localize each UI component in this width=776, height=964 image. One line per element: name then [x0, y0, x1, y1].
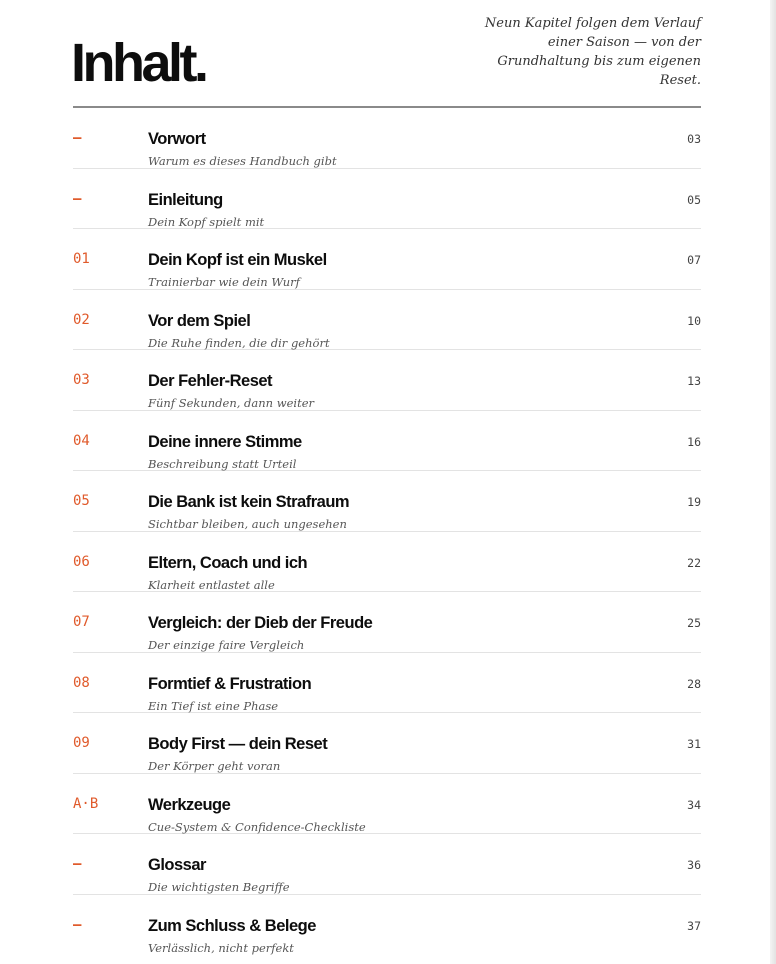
chapter-title[interactable]: Body First — dein Reset [148, 735, 328, 753]
toc-entry[interactable] [73, 532, 701, 593]
toc-entry[interactable] [73, 895, 701, 956]
page-number: 25 [687, 616, 701, 630]
page-title: Inhalt. [71, 33, 206, 93]
contents-page [73, 0, 701, 955]
chapter-number: — [73, 130, 82, 146]
chapter-number: 08 [73, 674, 90, 691]
page-number: 22 [687, 555, 701, 570]
chapter-title[interactable]: Die Bank ist kein Strafraum [148, 493, 350, 511]
toc-entry[interactable] [73, 834, 701, 895]
page-number: 13 [687, 374, 701, 388]
chapter-title[interactable]: Zum Schluss & Belege [148, 916, 316, 935]
page-number: 05 [687, 192, 701, 207]
chapter-subtitle: Dein Kopf spielt mit [148, 214, 265, 229]
chapter-subtitle: Die wichtigsten Begriffe [148, 880, 290, 894]
toc-entry[interactable] [73, 653, 701, 714]
chapter-title[interactable]: Vorwort [148, 130, 206, 148]
chapter-subtitle: Klarheit entlastet alle [148, 577, 275, 592]
chapter-subtitle: Die Ruhe finden, die dir gehört [148, 335, 330, 350]
chapter-subtitle: Der Körper geht voran [148, 759, 281, 773]
toc-entry[interactable] [73, 471, 701, 532]
chapter-number: 09 [73, 735, 90, 751]
contents-header [73, 0, 701, 108]
chapter-title[interactable]: Glossar [148, 856, 206, 874]
chapter-subtitle: Beschreibung statt Urteil [148, 456, 297, 471]
chapter-number: 03 [73, 372, 90, 388]
page-number: 34 [687, 797, 701, 812]
toc-entry[interactable] [73, 592, 701, 653]
chapter-title[interactable]: Deine innere Stimme [148, 432, 302, 451]
toc-entry[interactable] [73, 774, 701, 835]
chapter-number: 07 [73, 614, 90, 630]
chapter-number: 04 [73, 432, 90, 449]
page-number: 36 [687, 858, 701, 872]
toc-entry[interactable] [73, 108, 701, 169]
chapter-subtitle: Warum es dieses Handbuch gibt [148, 154, 337, 168]
table-of-contents [73, 108, 701, 955]
chapter-number: 05 [73, 493, 90, 509]
chapter-number: — [73, 190, 82, 207]
chapter-number: 06 [73, 553, 90, 570]
chapter-title[interactable]: Der Fehler-Reset [148, 372, 273, 390]
chapter-number: — [73, 916, 82, 933]
toc-entry[interactable] [73, 713, 701, 774]
chapter-title[interactable]: Formtief & Frustration [148, 674, 312, 693]
toc-entry[interactable] [73, 229, 701, 290]
toc-entry[interactable] [73, 350, 701, 411]
toc-entry[interactable] [73, 411, 701, 472]
page-number: 37 [687, 918, 701, 933]
page-number: 19 [687, 495, 701, 509]
chapter-title[interactable]: Dein Kopf ist ein Muskel [148, 251, 327, 269]
chapter-subtitle: Cue-System & Confidence-Checkliste [148, 819, 366, 834]
toc-entry[interactable] [73, 169, 701, 230]
chapter-number: — [73, 856, 82, 872]
chapter-title[interactable]: Vor dem Spiel [148, 311, 251, 330]
toc-entry[interactable] [73, 290, 701, 351]
chapter-title[interactable]: Einleitung [148, 190, 223, 209]
page-number: 28 [687, 676, 701, 691]
chapter-title[interactable]: Eltern, Coach und ich [148, 553, 308, 572]
chapter-subtitle: Trainierbar wie dein Wurf [148, 275, 300, 289]
chapter-title[interactable]: Vergleich: der Dieb der Freude [148, 614, 373, 632]
chapter-subtitle: Der einzige faire Vergleich [148, 638, 305, 652]
page-number: 10 [687, 313, 701, 328]
intro-text: Neun Kapitel folgen dem Verlauf einer Saison — von der Grundhaltung bis zum eigenen Reset. [484, 16, 701, 88]
chapter-number: A·B [73, 795, 99, 812]
page-number: 03 [687, 132, 701, 146]
chapter-number: 01 [73, 251, 90, 267]
chapter-title[interactable]: Werkzeuge [148, 795, 231, 814]
chapter-subtitle: Ein Tief ist eine Phase [148, 698, 279, 713]
page-number: 31 [687, 737, 701, 751]
page-number: 07 [687, 253, 701, 267]
page-edge-shadow [770, 0, 776, 964]
chapter-subtitle: Fünf Sekunden, dann weiter [148, 396, 314, 410]
page-number: 16 [687, 434, 701, 449]
chapter-number: 02 [73, 311, 90, 328]
chapter-subtitle: Sichtbar bleiben, auch ungesehen [148, 517, 347, 531]
chapter-subtitle: Verlässlich, nicht perfekt [148, 940, 294, 955]
